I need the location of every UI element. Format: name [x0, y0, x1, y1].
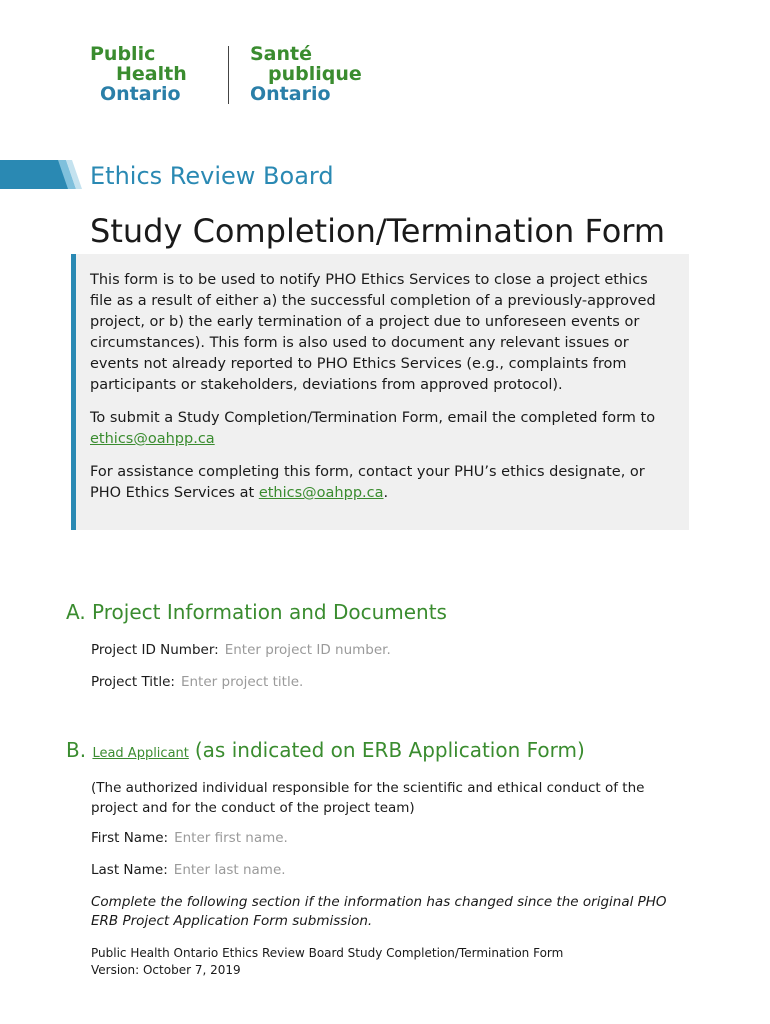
email-link-2[interactable]: ethics@oahpp.ca [258, 485, 384, 501]
info-panel [71, 254, 689, 530]
logo-fr-line2: publique [268, 63, 362, 85]
logo-divider [228, 46, 229, 104]
change-instruction: Complete the following section if the information has changed since the original PHO ERB Project Application Form submission. [91, 894, 667, 929]
logo-en-line1: Public [90, 43, 156, 65]
pho-logo [90, 44, 380, 106]
project-title-label: Project Title: [91, 674, 175, 690]
last-name-input[interactable]: Enter last name. [173, 862, 286, 878]
info-paragraph-2-text: To submit a Study Completion/Termination Form, email the completed form to [90, 410, 656, 426]
section-b-heading-rest: (as indicated on ERB Application Form) [194, 738, 585, 762]
info-paragraph-2 [90, 408, 671, 450]
info-paragraph-1: This form is to be used to notify PHO Ethics Services to close a project ethics file as a result of either a) the successful completion of a previously-approved project, or b) the early termination of a project due to unforeseen events or circumstances). This form is also used to document any relevant issues or events not already reported to PHO Ethics Services (e.g., complaints from participants or stakeholders, deviations from approved protocol). [90, 272, 656, 393]
lead-applicant-note: (The authorized individual responsible for the scientific and ethical conduct of the project and for the conduct of the project team) [91, 780, 645, 816]
info-paragraph-3-end: . [383, 485, 389, 501]
page-footer [91, 945, 563, 979]
project-id-input[interactable]: Enter project ID number. [224, 642, 391, 658]
first-name-label: First Name: [91, 830, 169, 846]
lead-applicant-link[interactable]: Lead Applicant [92, 746, 189, 761]
board-title: Ethics Review Board [90, 162, 334, 190]
footer-line-2: Version: October 7, 2019 [91, 963, 241, 977]
project-id-field [91, 642, 391, 658]
first-name-input[interactable]: Enter first name. [174, 830, 288, 846]
logo-fr-line1: Santé [250, 43, 313, 65]
email-link[interactable]: ethics@oahpp.ca [90, 431, 215, 447]
project-title-input[interactable]: Enter project title. [180, 674, 304, 690]
project-id-label: Project ID Number: [91, 642, 219, 658]
section-b-prefix: B. [66, 738, 87, 762]
ribbon-graphic [0, 160, 82, 189]
logo-en-line3: Ontario [100, 83, 181, 105]
project-title-field [91, 674, 303, 690]
last-name-label: Last Name: [91, 862, 168, 878]
logo-en-line2: Health [116, 63, 187, 85]
section-a-heading: A. Project Information and Documents [66, 600, 447, 624]
last-name-field [91, 862, 286, 878]
logo-english [90, 44, 215, 104]
info-paragraph-3 [90, 462, 671, 504]
logo-french [250, 44, 380, 104]
footer-line-1: Public Health Ontario Ethics Review Board Study Completion/Termination Form [91, 946, 564, 960]
page-title: Study Completion/Termination Form [90, 212, 666, 250]
logo-fr-line3: Ontario [250, 83, 331, 105]
section-b-heading [66, 738, 585, 762]
first-name-field [91, 830, 288, 846]
info-paragraph-3-text: For assistance completing this form, contact your PHU’s ethics designate, or PHO Ethics Services at [90, 464, 645, 501]
